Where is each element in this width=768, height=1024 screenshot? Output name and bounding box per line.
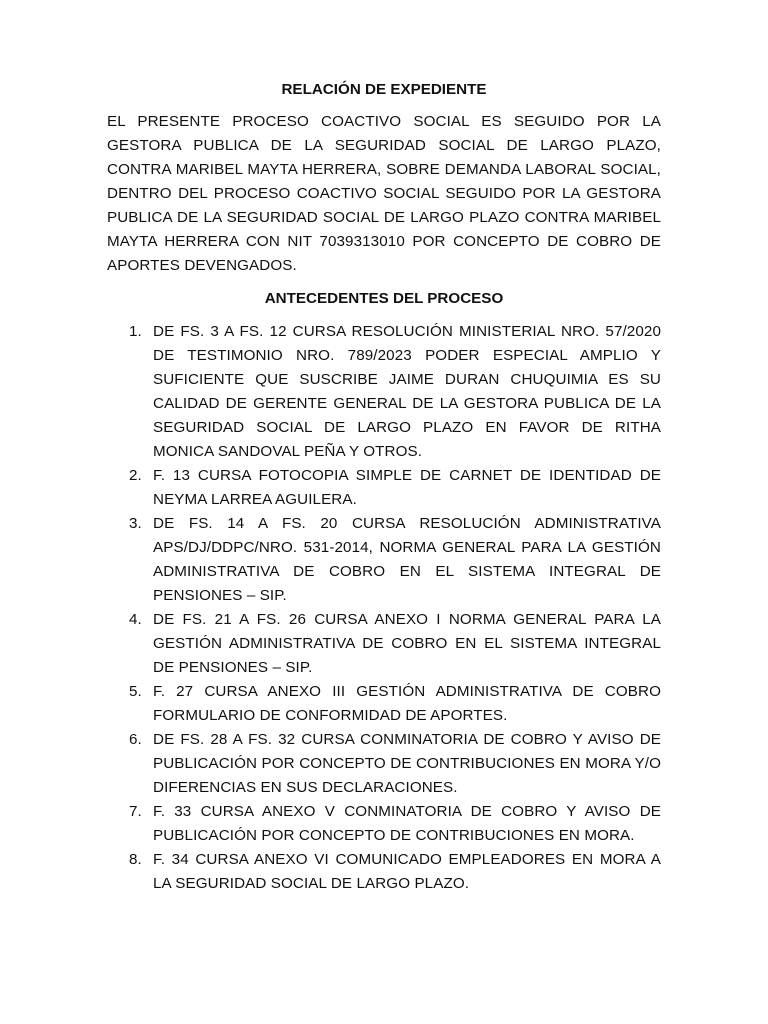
list-item-text: F. 27 CURSA ANEXO III GESTIÓN ADMINISTRATIVA DE COBRO FORMULARIO DE CONFORMIDAD DE APORTES. (153, 683, 661, 724)
list-item-text: DE FS. 28 A FS. 32 CURSA CONMINATORIA DE COBRO Y AVISO DE PUBLICACIÓN POR CONCEPTO DE CONTRIBUCIONES EN MORA Y/O DIFERENCIAS EN SUS DECLARACIONES. (153, 731, 661, 796)
section-title: ANTECEDENTES DEL PROCESO (264, 290, 504, 307)
list-item-number: 3. (129, 515, 142, 532)
list-item-text: F. 34 CURSA ANEXO VI COMUNICADO EMPLEADORES EN MORA A LA SEGURIDAD SOCIAL DE LARGO PLAZO. (153, 851, 661, 892)
list-item (107, 848, 661, 896)
list-item-text: DE FS. 3 A FS. 12 CURSA RESOLUCIÓN MINISTERIAL NRO. 57/2020 DE TESTIMONIO NRO. 789/2023 PODER ESPECIAL AMPLIO Y SUFICIENTE QUE SUSCRIBE JAIME DURAN CHUQUIMIA ES SU CALIDAD DE GERENTE GENERAL DE LA GESTORA PUBLICA DE LA SEGURIDAD SOCIAL DE LARGO PLAZO EN FAVOR DE RITHA MONICA SANDOVAL PEÑA Y OTROS. (153, 323, 661, 460)
list-item-text: F. 13 CURSA FOTOCOPIA SIMPLE DE CARNET DE IDENTIDAD DE NEYMA LARREA AGUILERA. (153, 467, 661, 508)
list-item-number: 5. (129, 683, 142, 700)
list-item-number: 7. (129, 803, 142, 820)
document-page (107, 78, 661, 896)
list-item-number: 1. (129, 323, 142, 340)
list-item (107, 608, 661, 680)
list-item-number: 6. (129, 731, 142, 748)
list-item (107, 320, 661, 464)
list-item-number: 4. (129, 611, 142, 628)
list-item-number: 2. (129, 467, 142, 484)
list-item (107, 680, 661, 728)
list-item-text: DE FS. 21 A FS. 26 CURSA ANEXO I NORMA GENERAL PARA LA GESTIÓN ADMINISTRATIVA DE COBRO EN EL SISTEMA INTEGRAL DE PENSIONES – SIP. (153, 611, 661, 676)
list-item (107, 728, 661, 800)
list-item-text: F. 33 CURSA ANEXO V CONMINATORIA DE COBRO Y AVISO DE PUBLICACIÓN POR CONCEPTO DE CONTRIBUCIONES EN MORA. (153, 803, 661, 844)
list-item-text: DE FS. 14 A FS. 20 CURSA RESOLUCIÓN ADMINISTRATIVA APS/DJ/DDPC/NRO. 531-2014, NORMA GENERAL PARA LA GESTIÓN ADMINISTRATIVA DE COBRO EN EL SISTEMA INTEGRAL DE PENSIONES – SIP. (153, 515, 661, 604)
list-item-number: 8. (129, 851, 142, 868)
antecedents-list (107, 320, 661, 896)
intro-paragraph: EL PRESENTE PROCESO COACTIVO SOCIAL ES SEGUIDO POR LA GESTORA PUBLICA DE LA SEGURIDAD SOCIAL DE LARGO PLAZO, CONTRA MARIBEL MAYTA HERRERA, SOBRE DEMANDA LABORAL SOCIAL, DENTRO DEL PROCESO COACTIVO SOCIAL SEGUIDO POR LA GESTORA PUBLICA DE LA SEGURIDAD SOCIAL DE LARGO PLAZO CONTRA MARIBEL MAYTA HERRERA CON NIT 7039313010 POR CONCEPTO DE COBRO DE APORTES DEVENGADOS. (107, 113, 661, 274)
list-item (107, 464, 661, 512)
list-item (107, 512, 661, 608)
document-title: RELACIÓN DE EXPEDIENTE (281, 81, 487, 98)
list-item (107, 800, 661, 848)
